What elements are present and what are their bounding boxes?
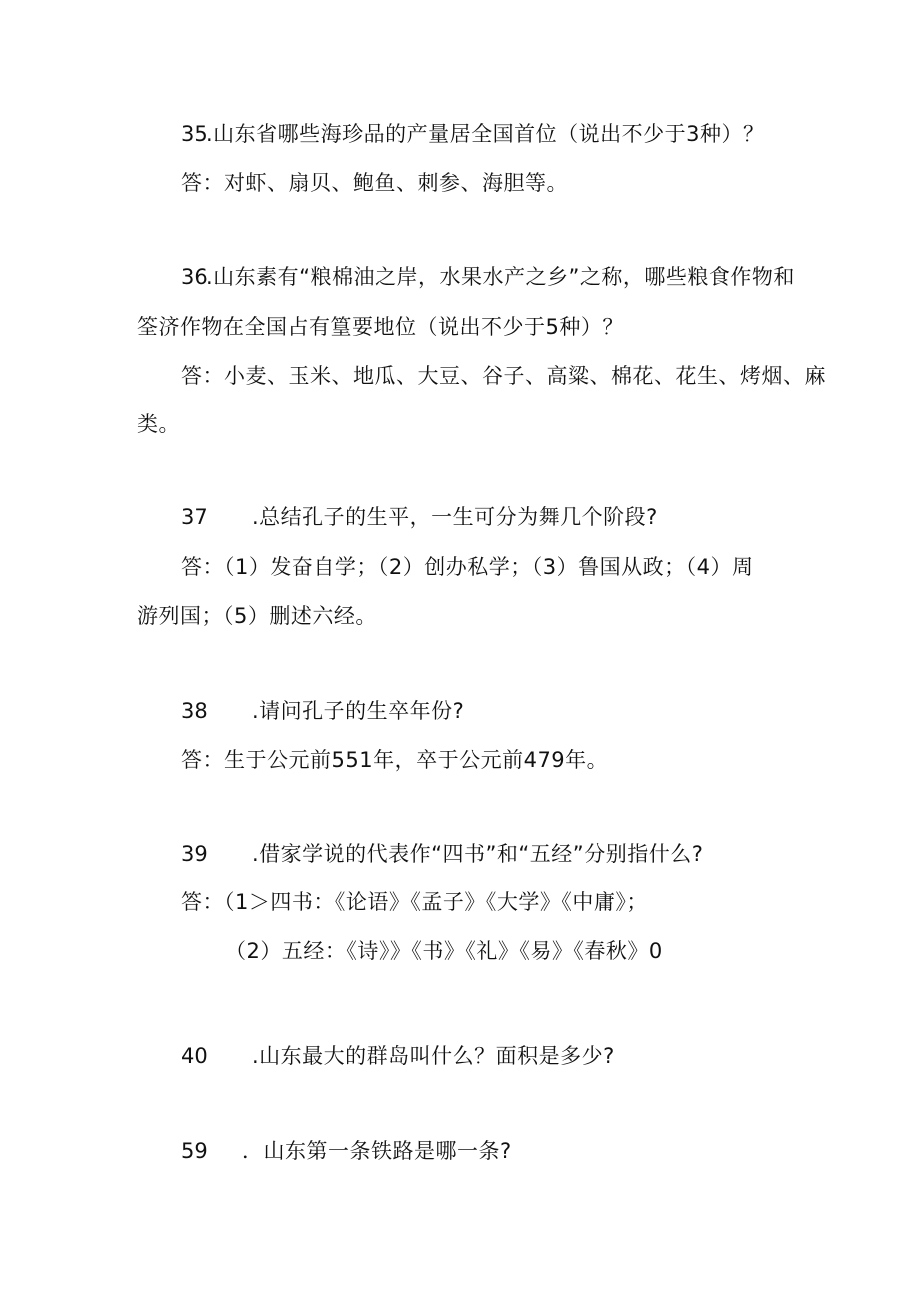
question-text: .山东最大的群岛叫什么？面积是多少? bbox=[252, 1044, 615, 1068]
answer-text: 答：（1）发奋自学；（2）创办私学；（3）鲁国从政；（4）周 bbox=[181, 555, 754, 579]
question-number: 36 bbox=[181, 265, 208, 289]
answer-text: 答：（1＞四书：《论语》《孟子》《大学》《中庸》； bbox=[181, 890, 648, 914]
question-text-continued: 筌济作物在全国占有篁要地位（说出不少于5种）？ bbox=[137, 315, 624, 339]
question-text: ．山东第一条铁路是哪一条? bbox=[242, 1139, 512, 1163]
question-number: 35 bbox=[181, 122, 208, 146]
question-number: 37 bbox=[181, 505, 208, 529]
question-number: 38 bbox=[181, 699, 208, 723]
question-number: 39 bbox=[181, 842, 208, 866]
answer-text-continued: 类。 bbox=[137, 412, 180, 436]
answer-text: 答：生于公元前551年，卒于公元前479年。 bbox=[181, 748, 609, 772]
answer-text-continued: 游列国；（5）删述六经。 bbox=[137, 604, 377, 628]
question-text: .总结孔子的生平，一生可分为舞几个阶段? bbox=[252, 505, 658, 529]
answer-text: 答：对虾、扇贝、鲍鱼、刺参、海胆等。 bbox=[181, 171, 568, 195]
question-text: .山东省哪些海珍品的产量居全国首位（说出不少于3种）？ bbox=[206, 122, 765, 146]
question-text: .山东素有“粮棉油之岸，水果水产之乡”之称，哪些粮食作物和 bbox=[206, 265, 795, 289]
answer-text: 答：小麦、玉米、地瓜、大豆、谷子、高粱、棉花、花生、烤烟、麻 bbox=[181, 364, 826, 388]
question-text: .请问孔子的生卒年份? bbox=[252, 699, 465, 723]
question-number: 40 bbox=[181, 1044, 208, 1068]
question-number: 59 bbox=[181, 1139, 208, 1163]
question-text: .借家学说的代表作“四书”和“五经”分别指什么? bbox=[252, 842, 704, 866]
answer-text-continued: （2）五经：《诗》》《书》《礼》《易》《春秋》0 bbox=[225, 939, 663, 963]
